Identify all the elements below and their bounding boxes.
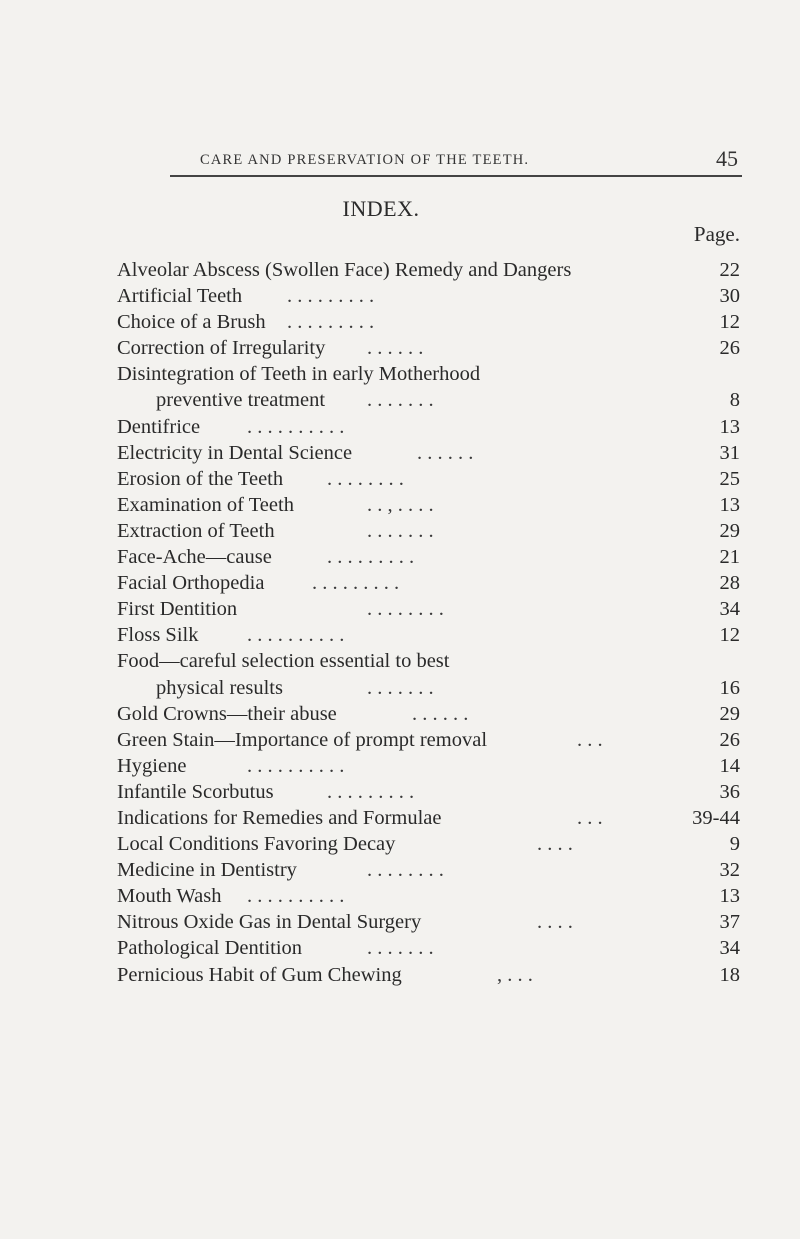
leader-dots: . . . . . . . . . xyxy=(287,285,375,308)
entry-page: 29 xyxy=(719,702,740,725)
index-entry xyxy=(117,962,740,988)
index-entries xyxy=(117,257,740,988)
header-rule xyxy=(170,175,742,177)
entry-label: Artificial Teeth xyxy=(117,285,243,308)
entry-label: Hygiene xyxy=(117,754,187,777)
index-entry xyxy=(117,753,740,779)
index-entry xyxy=(117,883,740,909)
leader-dots: . . . xyxy=(577,728,603,751)
index-entry xyxy=(117,648,740,674)
index-entry xyxy=(117,596,740,622)
entry-label: Extraction of Teeth xyxy=(117,519,275,542)
index-entry xyxy=(117,570,740,596)
leader-dots: . . . . xyxy=(537,911,573,934)
leader-dots: , . . . xyxy=(497,963,533,986)
leader-dots: . . . . . . . . . . xyxy=(247,624,345,647)
index-entry xyxy=(117,440,740,466)
index-title: INDEX. xyxy=(342,196,420,221)
entry-page: 8 xyxy=(729,389,740,412)
entry-page: 34 xyxy=(719,937,740,960)
entry-page: 26 xyxy=(719,728,740,751)
leader-dots: . . . . xyxy=(537,833,573,856)
index-entry xyxy=(117,622,740,648)
entry-page: 37 xyxy=(719,911,740,934)
entry-page: 25 xyxy=(719,467,740,490)
entry-page: 16 xyxy=(719,676,740,699)
entry-page: 22 xyxy=(719,259,740,281)
index-entry xyxy=(117,492,740,518)
page-number: 45 xyxy=(716,146,738,171)
entry-label: Gold Crowns—their abuse xyxy=(117,702,337,725)
entry-page: 14 xyxy=(719,754,740,777)
entry-label: Facial Orthopedia xyxy=(117,572,265,595)
entry-page: 9 xyxy=(729,833,740,856)
entry-page: 28 xyxy=(719,572,740,595)
entry-page: 26 xyxy=(719,337,740,360)
entry-label: Electricity in Dental Science xyxy=(117,441,353,464)
index-entry xyxy=(117,675,740,701)
leader-dots: . . , . . . . xyxy=(367,493,434,516)
entry-label: Food—careful selection essential to best xyxy=(117,650,450,673)
index-entry xyxy=(117,831,740,857)
leader-dots: . . . . . . . xyxy=(367,676,434,699)
leader-dots: . . . . . . xyxy=(367,337,424,360)
entry-page: 29 xyxy=(719,519,740,542)
index-entry xyxy=(117,909,740,935)
entry-label: Examination of Teeth xyxy=(117,493,294,516)
entry-label: Pathological Dentition xyxy=(117,937,303,960)
index-entry xyxy=(117,387,740,413)
entry-label: Green Stain—Importance of prompt removal xyxy=(117,728,488,751)
entry-page: 12 xyxy=(719,311,740,334)
leader-dots: . . . . . . . . . xyxy=(327,546,415,569)
leader-dots: . . . . . . . . xyxy=(367,859,444,882)
entry-label: physical results xyxy=(156,676,283,699)
entry-label: Erosion of the Teeth xyxy=(117,467,284,490)
leader-dots: . . . . . . . . . xyxy=(327,780,415,803)
index-entry xyxy=(117,857,740,883)
entry-page: 31 xyxy=(719,441,740,464)
entry-label: Face-Ache—cause xyxy=(117,546,272,569)
entry-label: Floss Silk xyxy=(117,624,199,647)
entry-label: Local Conditions Favoring Decay xyxy=(117,833,396,856)
index-entry xyxy=(117,466,740,492)
entry-label: First Dentition xyxy=(117,598,238,621)
index-entry xyxy=(117,727,740,753)
leader-dots: . . . . . . . . . xyxy=(287,311,375,334)
index-entry xyxy=(117,518,740,544)
running-head xyxy=(170,144,742,174)
index-entry xyxy=(117,779,740,805)
leader-dots: . . . . . . . xyxy=(367,937,434,960)
entry-label: Medicine in Dentistry xyxy=(117,859,297,882)
leader-dots: . . . . . . . xyxy=(367,389,434,412)
entry-page: 12 xyxy=(719,624,740,647)
index-entry xyxy=(117,805,740,831)
entry-label: Pernicious Habit of Gum Chewing xyxy=(117,963,402,986)
index-entry xyxy=(117,361,740,387)
leader-dots: . . . . . . xyxy=(417,441,474,464)
entry-page: 13 xyxy=(719,885,740,908)
leader-dots: . . . . . . . . . . xyxy=(247,885,345,908)
leader-dots: . . . . . . . . . xyxy=(312,572,400,595)
index-entry xyxy=(117,701,740,727)
entry-label: Choice of a Brush xyxy=(117,311,266,334)
entry-label: Correction of Irregularity xyxy=(117,337,326,360)
index-entry xyxy=(117,257,740,283)
entry-page: 13 xyxy=(719,493,740,516)
entry-label: Disintegration of Teeth in early Motherhood xyxy=(117,363,481,386)
entry-label: preventive treatment xyxy=(156,389,326,412)
index-entry xyxy=(117,283,740,309)
entry-page: 21 xyxy=(719,546,740,569)
index-entry xyxy=(117,935,740,961)
index-entry xyxy=(117,309,740,335)
entry-page: 34 xyxy=(719,598,740,621)
entry-page: 32 xyxy=(719,859,740,882)
page-column-label: Page. xyxy=(693,222,740,246)
leader-dots: . . . . . . xyxy=(412,702,469,725)
entry-label: Alveolar Abscess (Swollen Face) Remedy and Dangers xyxy=(117,259,572,281)
leader-dots: . . . . . . . xyxy=(367,519,434,542)
index-entry xyxy=(117,335,740,361)
leader-dots: . . . . . . . . xyxy=(327,467,404,490)
entry-page: 30 xyxy=(719,285,740,308)
entry-label: Dentifrice xyxy=(117,415,201,438)
entry-page: 36 xyxy=(719,780,740,803)
leader-dots: . . . . . . . . . . xyxy=(247,754,345,777)
entry-label: Indications for Remedies and Formulae xyxy=(117,806,442,829)
leader-dots: . . . . . . . . . . xyxy=(247,415,345,438)
entry-label: Infantile Scorbutus xyxy=(117,780,274,803)
entry-label: Nitrous Oxide Gas in Dental Surgery xyxy=(117,911,422,934)
running-title: CARE AND PRESERVATION OF THE TEETH. xyxy=(200,152,530,168)
index-entry xyxy=(117,544,740,570)
index-entry xyxy=(117,414,740,440)
entry-page: 39-44 xyxy=(692,806,740,829)
leader-dots: . . . xyxy=(577,806,603,829)
leader-dots: . . . . . . . . xyxy=(367,598,444,621)
entry-page: 18 xyxy=(719,963,740,986)
entry-label: Mouth Wash xyxy=(117,885,222,908)
entry-page: 13 xyxy=(719,415,740,438)
